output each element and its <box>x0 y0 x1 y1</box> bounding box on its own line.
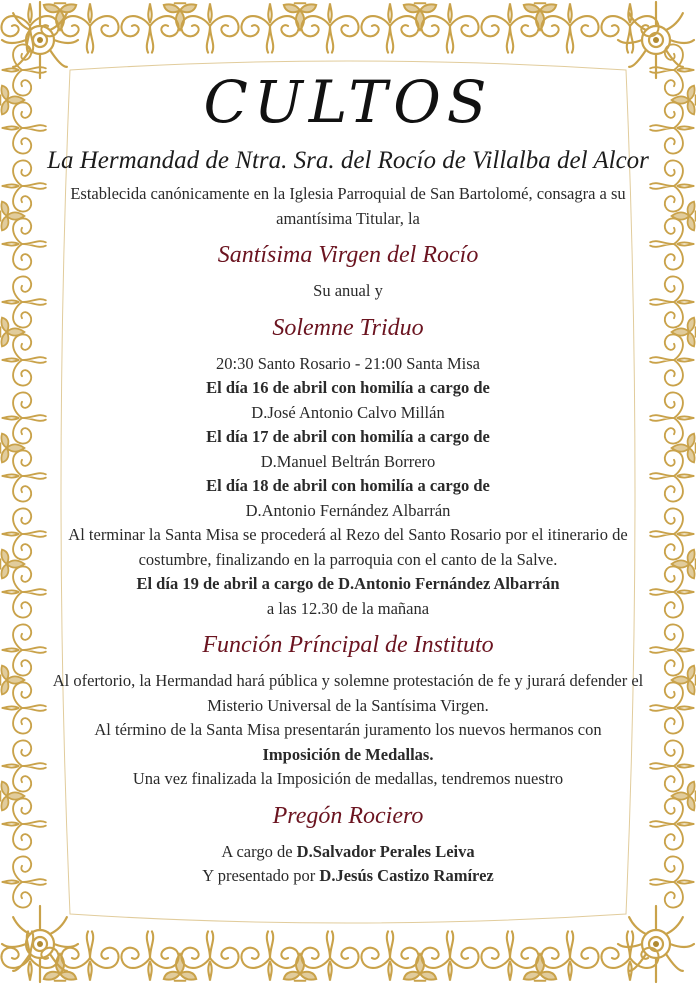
annual-text: Su anual y <box>313 281 383 300</box>
schedule-text: 20:30 Santo Rosario - 21:00 Santa Misa <box>216 353 480 373</box>
finalizada-text: Una vez finalizada la Imposición de medallas, tendremos nuestro <box>132 769 564 788</box>
pregon-cargo <box>40 840 656 865</box>
day-16-heading: El día 16 de abril con homilía a cargo de <box>206 378 490 397</box>
cargo-name: D.Salvador Perales Leiva <box>296 841 475 861</box>
day-19-heading: El día 19 de abril a cargo de D.Antonio Fernández Albarrán <box>136 574 560 593</box>
intro-text: Establecida canónicamente en la Iglesia Parroquial de San Bartolomé, consagra a su amantísima Titular, la <box>70 184 626 228</box>
juramento-text: Al término de la Santa Misa presentarán juramento los nuevos hermanos con <box>94 720 602 739</box>
funcion-heading: Función Príncipal de Instituto <box>202 632 494 658</box>
pregon-presentado <box>40 864 656 889</box>
day-18-priest: D.Antonio Fernández Albarrán <box>245 500 451 520</box>
day-18-heading: El día 18 de abril con homilía a cargo de <box>206 476 490 495</box>
day-19-time: a las 12.30 de la mañana <box>266 598 430 618</box>
flyer-content <box>40 62 656 889</box>
day-16-priest: D.José Antonio Calvo Millán <box>251 402 445 422</box>
virgin-heading: Santísima Virgen del Rocío <box>217 242 479 268</box>
presentado-prefix: Y presentado por <box>202 866 320 885</box>
presentado-name: D.Jesús Castizo Ramírez <box>319 866 494 885</box>
cargo-prefix: A cargo de <box>221 841 297 861</box>
brotherhood-name: La Hermandad de Ntra. Sra. del Rocío de Villalba del Alcor <box>47 147 649 174</box>
day-17-heading: El día 17 de abril con homilía a cargo de <box>206 427 490 446</box>
triduo-heading: Solemne Triduo <box>272 314 424 341</box>
pregon-heading: Pregón Rociero <box>272 802 424 829</box>
medallas-text: Imposición de Medallas. <box>262 744 434 764</box>
rosary-note: Al terminar la Santa Misa se procederá al Rezo del Santo Rosario por el itinerario de costumbre, finalizando en la parroquia con el canto de la Salve. <box>68 525 628 569</box>
page-title: CULTOS <box>203 68 493 136</box>
ofertorio-text: Al ofertorio, la Hermandad hará pública y solemne protestación de fe y jurará defender el Misterio Universal de la Santísima Virgen. <box>52 671 644 715</box>
day-17-priest: D.Manuel Beltrán Borrero <box>260 451 436 471</box>
